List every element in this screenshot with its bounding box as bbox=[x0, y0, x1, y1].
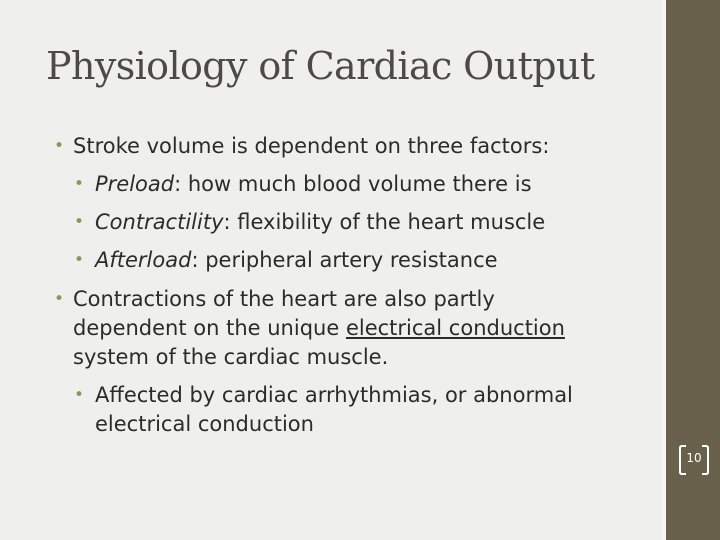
slide-body bbox=[52, 132, 632, 439]
bullet-text: : how much blood volume there is bbox=[174, 172, 532, 196]
bullet-contractility bbox=[52, 208, 632, 237]
bullet-icon: • bbox=[54, 289, 65, 309]
page-number: 10 bbox=[686, 451, 702, 465]
bullet-icon: • bbox=[54, 136, 65, 156]
bullet-icon: • bbox=[74, 174, 85, 194]
bullet-text-line1: Contractions of the heart are also partly bbox=[73, 287, 495, 311]
bullet-text-line3: system of the cardiac muscle. bbox=[73, 345, 389, 369]
page-number-badge bbox=[677, 444, 711, 476]
electrical-conduction-link[interactable]: electrical conduction bbox=[345, 316, 565, 340]
bullet-icon: • bbox=[74, 212, 85, 232]
bullet-stroke-volume bbox=[52, 132, 632, 161]
bullet-afterload bbox=[52, 246, 632, 275]
slide-title: Physiology of Cardiac Output bbox=[46, 44, 595, 88]
bullet-text-line2: dependent on the unique bbox=[73, 316, 346, 340]
term-contractility: Contractility bbox=[95, 210, 224, 234]
bullet-text-line2: electrical conduction bbox=[95, 412, 314, 436]
term-preload: Preload bbox=[95, 172, 175, 196]
bullet-text: : peripheral artery resistance bbox=[191, 248, 498, 272]
bullet-text: Stroke volume is dependent on three factors: bbox=[73, 134, 550, 158]
bullet-preload bbox=[52, 170, 632, 199]
bullet-icon: • bbox=[74, 250, 85, 270]
bullet-text: : flexibility of the heart muscle bbox=[223, 210, 546, 234]
bullet-icon: • bbox=[74, 385, 85, 405]
bullet-contractions bbox=[52, 285, 632, 372]
bullet-arrhythmias bbox=[52, 381, 632, 439]
bullet-text-line1: Affected by cardiac arrhythmias, or abnormal bbox=[95, 383, 573, 407]
term-afterload: Afterload bbox=[95, 248, 192, 272]
